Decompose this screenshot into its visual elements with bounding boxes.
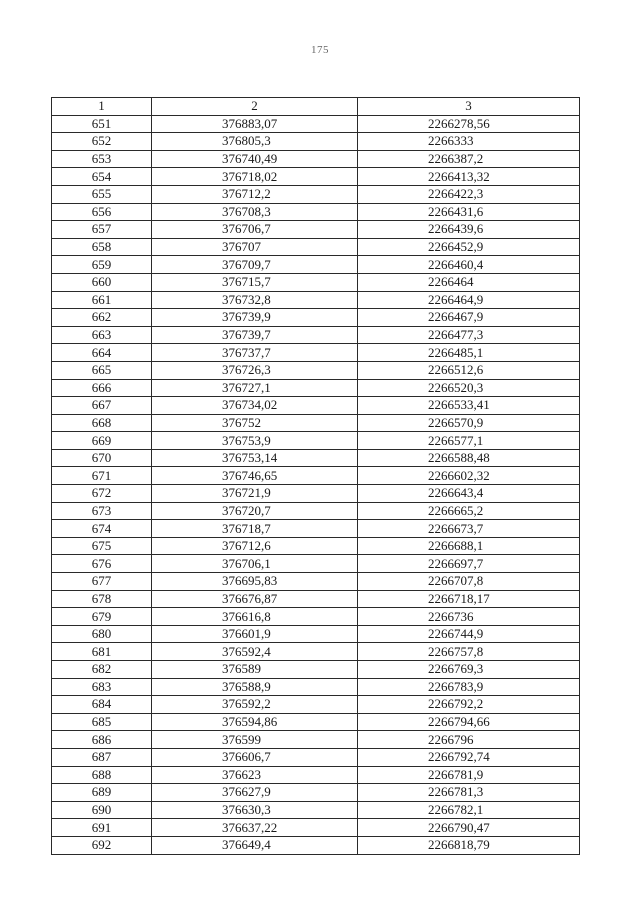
table-row [52, 203, 580, 221]
x-coordinate-cell: 376708,3 [152, 203, 358, 221]
point-number-cell: 691 [52, 819, 152, 837]
point-number-cell: 670 [52, 449, 152, 467]
y-coordinate-cell: 2266818,79 [358, 836, 580, 854]
y-coordinate-cell: 2266697,7 [358, 555, 580, 573]
y-coordinate-cell: 2266512,6 [358, 361, 580, 379]
x-coordinate-cell: 376718,02 [152, 168, 358, 186]
y-coordinate-cell: 2266431,6 [358, 203, 580, 221]
y-coordinate-cell: 2266688,1 [358, 537, 580, 555]
table-row [52, 133, 580, 151]
table-row [52, 115, 580, 133]
x-coordinate-cell: 376746,65 [152, 467, 358, 485]
point-number-cell: 675 [52, 537, 152, 555]
table-row [52, 643, 580, 661]
table-row [52, 449, 580, 467]
table-row [52, 590, 580, 608]
x-coordinate-cell: 376753,9 [152, 432, 358, 450]
column-header-x-coordinate: 2 [152, 98, 358, 116]
x-coordinate-cell: 376627,9 [152, 784, 358, 802]
point-number-cell: 690 [52, 801, 152, 819]
y-coordinate-cell: 2266794,66 [358, 713, 580, 731]
header-row [52, 98, 580, 116]
y-coordinate-cell: 2266643,4 [358, 485, 580, 503]
table-row [52, 520, 580, 538]
x-coordinate-cell: 376715,7 [152, 273, 358, 291]
column-header-y-coordinate: 3 [358, 98, 580, 116]
y-coordinate-cell: 2266485,1 [358, 344, 580, 362]
y-coordinate-cell: 2266278,56 [358, 115, 580, 133]
x-coordinate-cell: 376616,8 [152, 608, 358, 626]
table-row [52, 485, 580, 503]
point-number-cell: 674 [52, 520, 152, 538]
table-row [52, 397, 580, 415]
table-row [52, 696, 580, 714]
table-row [52, 379, 580, 397]
y-coordinate-cell: 2266744,9 [358, 625, 580, 643]
x-coordinate-cell: 376637,22 [152, 819, 358, 837]
x-coordinate-cell: 376709,7 [152, 256, 358, 274]
y-coordinate-cell: 2266464,9 [358, 291, 580, 309]
x-coordinate-cell: 376630,3 [152, 801, 358, 819]
table-row [52, 661, 580, 679]
table-row [52, 766, 580, 784]
y-coordinate-cell: 2266757,8 [358, 643, 580, 661]
y-coordinate-cell: 2266783,9 [358, 678, 580, 696]
table-row [52, 502, 580, 520]
point-number-cell: 678 [52, 590, 152, 608]
point-number-cell: 667 [52, 397, 152, 415]
x-coordinate-cell: 376718,7 [152, 520, 358, 538]
y-coordinate-cell: 2266796 [358, 731, 580, 749]
table-row [52, 537, 580, 555]
x-coordinate-cell: 376721,9 [152, 485, 358, 503]
x-coordinate-cell: 376592,2 [152, 696, 358, 714]
y-coordinate-cell: 2266577,1 [358, 432, 580, 450]
y-coordinate-cell: 2266477,3 [358, 326, 580, 344]
point-number-cell: 655 [52, 185, 152, 203]
y-coordinate-cell: 2266782,1 [358, 801, 580, 819]
y-coordinate-cell: 2266665,2 [358, 502, 580, 520]
y-coordinate-cell: 2266413,32 [358, 168, 580, 186]
x-coordinate-cell: 376720,7 [152, 502, 358, 520]
x-coordinate-cell: 376739,7 [152, 326, 358, 344]
table-row [52, 221, 580, 239]
point-number-cell: 685 [52, 713, 152, 731]
x-coordinate-cell: 376752 [152, 414, 358, 432]
table-row [52, 836, 580, 854]
table-row [52, 467, 580, 485]
x-coordinate-cell: 376740,49 [152, 150, 358, 168]
point-number-cell: 659 [52, 256, 152, 274]
point-number-cell: 652 [52, 133, 152, 151]
table-row [52, 819, 580, 837]
table-row [52, 291, 580, 309]
table-row [52, 432, 580, 450]
x-coordinate-cell: 376726,3 [152, 361, 358, 379]
point-number-cell: 658 [52, 238, 152, 256]
x-coordinate-cell: 376727,1 [152, 379, 358, 397]
y-coordinate-cell: 2266718,17 [358, 590, 580, 608]
point-number-cell: 688 [52, 766, 152, 784]
point-number-cell: 663 [52, 326, 152, 344]
point-number-cell: 669 [52, 432, 152, 450]
point-number-cell: 683 [52, 678, 152, 696]
table-row [52, 748, 580, 766]
point-number-cell: 656 [52, 203, 152, 221]
x-coordinate-cell: 376601,9 [152, 625, 358, 643]
y-coordinate-cell: 2266570,9 [358, 414, 580, 432]
point-number-cell: 662 [52, 309, 152, 327]
point-number-cell: 653 [52, 150, 152, 168]
y-coordinate-cell: 2266792,74 [358, 748, 580, 766]
table-row [52, 573, 580, 591]
x-coordinate-cell: 376676,87 [152, 590, 358, 608]
point-number-cell: 666 [52, 379, 152, 397]
x-coordinate-cell: 376753,14 [152, 449, 358, 467]
x-coordinate-cell: 376883,07 [152, 115, 358, 133]
x-coordinate-cell: 376706,1 [152, 555, 358, 573]
x-coordinate-cell: 376588,9 [152, 678, 358, 696]
table-row [52, 608, 580, 626]
point-number-cell: 657 [52, 221, 152, 239]
y-coordinate-cell: 2266387,2 [358, 150, 580, 168]
y-coordinate-cell: 2266790,47 [358, 819, 580, 837]
table-row [52, 731, 580, 749]
x-coordinate-cell: 376739,9 [152, 309, 358, 327]
point-number-cell: 689 [52, 784, 152, 802]
point-number-cell: 654 [52, 168, 152, 186]
table-row [52, 309, 580, 327]
table-row [52, 414, 580, 432]
x-coordinate-cell: 376712,6 [152, 537, 358, 555]
point-number-cell: 660 [52, 273, 152, 291]
y-coordinate-cell: 2266467,9 [358, 309, 580, 327]
y-coordinate-cell: 2266707,8 [358, 573, 580, 591]
point-number-cell: 668 [52, 414, 152, 432]
point-number-cell: 665 [52, 361, 152, 379]
table-row [52, 678, 580, 696]
y-coordinate-cell: 2266736 [358, 608, 580, 626]
table-row [52, 713, 580, 731]
point-number-cell: 664 [52, 344, 152, 362]
point-number-cell: 676 [52, 555, 152, 573]
table-row [52, 326, 580, 344]
table-row [52, 344, 580, 362]
y-coordinate-cell: 2266460,4 [358, 256, 580, 274]
y-coordinate-cell: 2266533,41 [358, 397, 580, 415]
y-coordinate-cell: 2266792,2 [358, 696, 580, 714]
point-number-cell: 672 [52, 485, 152, 503]
y-coordinate-cell: 2266333 [358, 133, 580, 151]
point-number-cell: 671 [52, 467, 152, 485]
x-coordinate-cell: 376649,4 [152, 836, 358, 854]
x-coordinate-cell: 376732,8 [152, 291, 358, 309]
x-coordinate-cell: 376599 [152, 731, 358, 749]
point-number-cell: 679 [52, 608, 152, 626]
table-header [52, 98, 580, 116]
page-number: 175 [311, 44, 329, 56]
point-number-cell: 661 [52, 291, 152, 309]
point-number-cell: 677 [52, 573, 152, 591]
x-coordinate-cell: 376712,2 [152, 185, 358, 203]
y-coordinate-cell: 2266673,7 [358, 520, 580, 538]
x-coordinate-cell: 376737,7 [152, 344, 358, 362]
table-row [52, 801, 580, 819]
x-coordinate-cell: 376707 [152, 238, 358, 256]
table-row [52, 625, 580, 643]
point-number-cell: 651 [52, 115, 152, 133]
x-coordinate-cell: 376805,3 [152, 133, 358, 151]
x-coordinate-cell: 376706,7 [152, 221, 358, 239]
column-header-point-number: 1 [52, 98, 152, 116]
point-number-cell: 687 [52, 748, 152, 766]
x-coordinate-cell: 376592,4 [152, 643, 358, 661]
table-row [52, 256, 580, 274]
point-number-cell: 686 [52, 731, 152, 749]
y-coordinate-cell: 2266520,3 [358, 379, 580, 397]
y-coordinate-cell: 2266781,9 [358, 766, 580, 784]
point-number-cell: 684 [52, 696, 152, 714]
table-row [52, 273, 580, 291]
x-coordinate-cell: 376695,83 [152, 573, 358, 591]
y-coordinate-cell: 2266439,6 [358, 221, 580, 239]
y-coordinate-cell: 2266452,9 [358, 238, 580, 256]
point-number-cell: 681 [52, 643, 152, 661]
table-row [52, 555, 580, 573]
table-row [52, 784, 580, 802]
table-row [52, 238, 580, 256]
coordinates-table [51, 97, 580, 855]
point-number-cell: 680 [52, 625, 152, 643]
y-coordinate-cell: 2266422,3 [358, 185, 580, 203]
table-row [52, 168, 580, 186]
point-number-cell: 692 [52, 836, 152, 854]
y-coordinate-cell: 2266588,48 [358, 449, 580, 467]
y-coordinate-cell: 2266769,3 [358, 661, 580, 679]
table-row [52, 185, 580, 203]
x-coordinate-cell: 376623 [152, 766, 358, 784]
x-coordinate-cell: 376594,86 [152, 713, 358, 731]
table-row [52, 150, 580, 168]
table-body [52, 115, 580, 854]
table-row [52, 361, 580, 379]
y-coordinate-cell: 2266781,3 [358, 784, 580, 802]
x-coordinate-cell: 376734,02 [152, 397, 358, 415]
x-coordinate-cell: 376589 [152, 661, 358, 679]
point-number-cell: 682 [52, 661, 152, 679]
x-coordinate-cell: 376606,7 [152, 748, 358, 766]
point-number-cell: 673 [52, 502, 152, 520]
y-coordinate-cell: 2266602,32 [358, 467, 580, 485]
y-coordinate-cell: 2266464 [358, 273, 580, 291]
